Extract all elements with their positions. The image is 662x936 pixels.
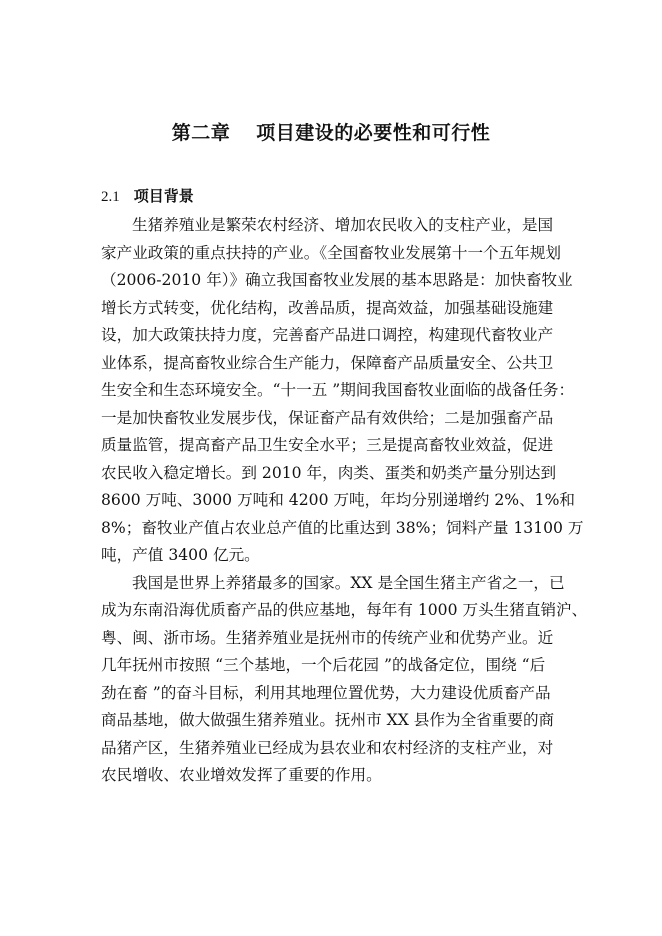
chapter-name: 项目建设的必要性和可行性 — [256, 122, 491, 144]
paragraph-1-line: 家产业政策的重点扶持的产业。《全国畜牧业发展第十一个五年规划 — [101, 243, 562, 262]
paragraph-1-line: 质量监管，提高畜产品卫生安全水平；三是提高畜牧业效益，促进 — [101, 436, 554, 454]
paragraph-2-line: 粤、闽、浙市场。生猪养殖业是抚州市的传统产业和优势产业。近 — [101, 628, 554, 647]
paragraph-1-line: 8600 万吨、3000 万吨和 4200 万吨，年均分别递增约 2%、1%和 — [101, 491, 576, 509]
body-text — [101, 212, 588, 790]
chapter-number: 第二章 — [171, 122, 231, 144]
paragraph-2-line: 成为东南沿海优质畜产品的供应基地，每年有 1000 万头生猪直销沪、 — [101, 601, 588, 619]
chapter-title — [0, 118, 662, 145]
paragraph-1-line: 农民收入稳定增长。到 2010 年，肉类、蛋类和奶类产量分别达到 — [101, 463, 557, 482]
paragraph-1-line: 生安全和生态环境安全。“十一五 ”期间我国畜牧业面临的战备任务： — [101, 381, 575, 399]
paragraph-2-line: 农民增收、农业增效发挥了重要的作用。 — [101, 766, 382, 784]
paragraph-2-line: 我国是世界上养猪最多的国家。XX 是全国生猪主产省之一，已 — [132, 573, 565, 592]
section-title: 项目背景 — [133, 187, 194, 205]
paragraph-1-line: 吨，产值 3400 亿元。 — [101, 546, 260, 564]
paragraph-2-line: 商品基地，做大做强生猪养殖业。抚州市 XX 县作为全省重要的商 — [101, 711, 555, 729]
paragraph-1-line: （2006-2010 年）》确立我国畜牧业发展的基本思路是：加快畜牧业 — [101, 271, 573, 289]
paragraph-2-line: 劲在畜 ”的奋斗目标，利用其地理位置优势，大力建设优质畜产品 — [101, 683, 551, 702]
paragraph-1-line: 业体系，提高畜牧业综合生产能力，保障畜产品质量安全、公共卫 — [101, 353, 554, 372]
paragraph-2-line: 几年抚州市按照 “三个基地，一个后花园 ”的战备定位，围绕 “后 — [101, 656, 546, 674]
paragraph-1-line: 8%；畜牧业产值占农业总产值的比重达到 38%；饲料产量 13100 万 — [101, 518, 584, 537]
paragraph-1-line: 增长方式转变，优化结构，改善品质，提高效益，加强基础设施建 — [101, 298, 554, 317]
paragraph-2-line: 品猪产区，生猪养殖业已经成为县农业和农村经济的支柱产业，对 — [101, 738, 554, 757]
paragraph-1-line: 一是加快畜牧业发展步伐，保证畜产品有效供给；二是加强畜产品 — [101, 408, 554, 427]
section-heading — [101, 185, 194, 206]
section-number: 2.1 — [101, 189, 120, 205]
paragraph-1-line: 生猪养殖业是繁荣农村经济、增加农民收入的支柱产业，是国 — [132, 216, 554, 234]
paragraph-1-line: 设，加大政策扶持力度，完善畜产品进口调控，构建现代畜牧业产 — [101, 326, 554, 344]
